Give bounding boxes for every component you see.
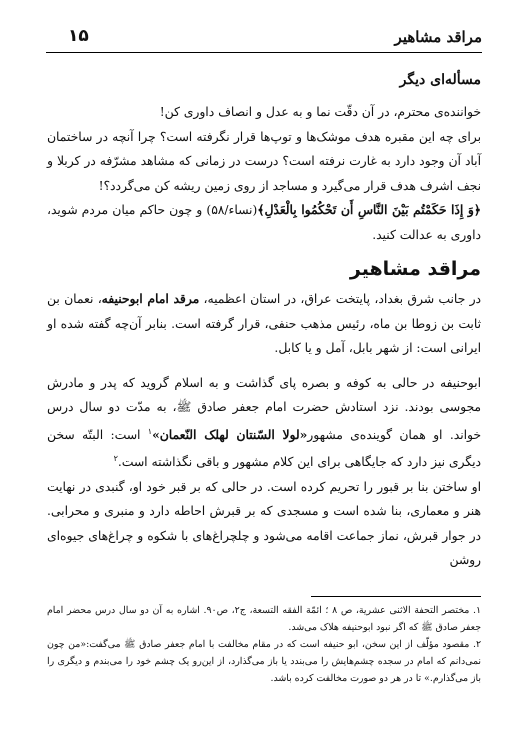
running-title: مراقد مشاهیر [394, 28, 482, 46]
page-header [46, 26, 482, 50]
text-run: ، نعمان بن ثابت بن زوطا بن ماه، رئیس مذهب حنفی، قرار گرفته است. بنابر آن‌چه گفته شده او ایرانی است: از شهر بابل، آمل و یا کابل. [47, 292, 481, 355]
quran-translation: و چون حاکم میان مردم شوید، داوری به عدالت کنید. [47, 203, 481, 242]
paragraph-building-tombs: او ساختن بنا بر قبور را تحریم کرده است. در حالی که بر قبر خود او، گنبدی در نهایت هنر و معماری، بنا شده است و مسجدی که بر قبرش احاطه دارد و منبری و محرابی. در جوار قبرش، نماز جماعت اقامه می‌شود و چلچراغ‌های با شکوه و چراغ‌های جیوه‌ای روشن [47, 479, 481, 568]
paragraph-abu-hanifa-shrine [47, 287, 481, 361]
paragraph-abu-hanifa-bio [47, 371, 481, 475]
quoted-saying: «لولا السّنتان لهلک النّعمان» [152, 426, 308, 442]
bold-shrine-name: مرقد امام ابوحنیفه [101, 291, 200, 306]
text-run: است: البتّه سخن دیگری نیز دارد که جایگاهی برای این کلام مشهور و باقی نگذاشته است. [47, 427, 481, 470]
text-run: ابوحنیفه در حالی به کوفه و بصره پای گذاشت و به اسلام گروید که پدر و مادرش مجوسی بودند. نزد استادش حضرت امام جعفر صادق ﷺ، به مدّت دو سال درس خواند. او همان گوینده‌ی مشهور [47, 375, 481, 442]
footnote-ref-1[interactable]: ۱ [147, 426, 153, 436]
footnote-divider [311, 596, 481, 597]
footnotes [47, 602, 481, 687]
quran-verse: ﴿وَ إِذَا حَكَمْتُم بَيْنَ النَّاسِ أَن تَحْكُمُوا بِالْعَدْلِ﴾ [257, 202, 481, 217]
quran-reference: (نساء/۵۸) [206, 203, 258, 217]
text-run: در جانب شرق بغداد، پایتخت عراق، در استان اعظمیه، [199, 292, 481, 306]
page-number: ۱۵ [68, 26, 89, 46]
paragraph-question: برای چه این مقبره هدف موشک‌ها و توپ‌ها قرار نگرفته است؟ چرا آنچه در ساختمان آباد آن وجود دارد به غارت نرفته است؟ درست در زمانی که مشاهد مشرّفه در کربلا و نجف اشرف هدف قرار می‌گیرد و مساجد از روی زمین ریشه کن می‌گردد؟! [47, 129, 481, 193]
section-title-shrines: مراقد مشاهیر [349, 258, 481, 280]
footnote-1: ۱. مختصر التحفة الاثنی عشریة، ص ۸ ؛ ائمّة الفقه التسعة، ج۲، ص۹۰. اشاره به آن دو سال درس محضر امام جعفر صادق ﷺ که اگر نبود ابوحنیفه هلاک می‌شد. [47, 605, 481, 633]
page-body [47, 72, 481, 573]
header-divider [46, 52, 482, 53]
footnote-2: ۲. مقصود مؤلّف از این سخن، ابو حنیفه است که در مقام مخالفت با امام جعفر صادق ﷺ می‌گفت:«من چون نمی‌دانم که امام در سجده چشم‌هایش را می‌بندد یا باز می‌گذارد، از این‌رو یک چشم خود را می‌بندم و دیگری را باز می‌گذارم.» تا در هر دو صورت مخالفت کرده باشد. [47, 639, 481, 684]
paragraph-reader-address: خواننده‌ی محترم، در آن دقّت نما و به عدل و انصاف داوری کن! [159, 105, 481, 119]
footnote-ref-2[interactable]: ۲ [113, 454, 118, 464]
section-title-another-issue: مسأله‌ای دیگر [399, 72, 481, 88]
paragraph-quran [47, 198, 481, 247]
